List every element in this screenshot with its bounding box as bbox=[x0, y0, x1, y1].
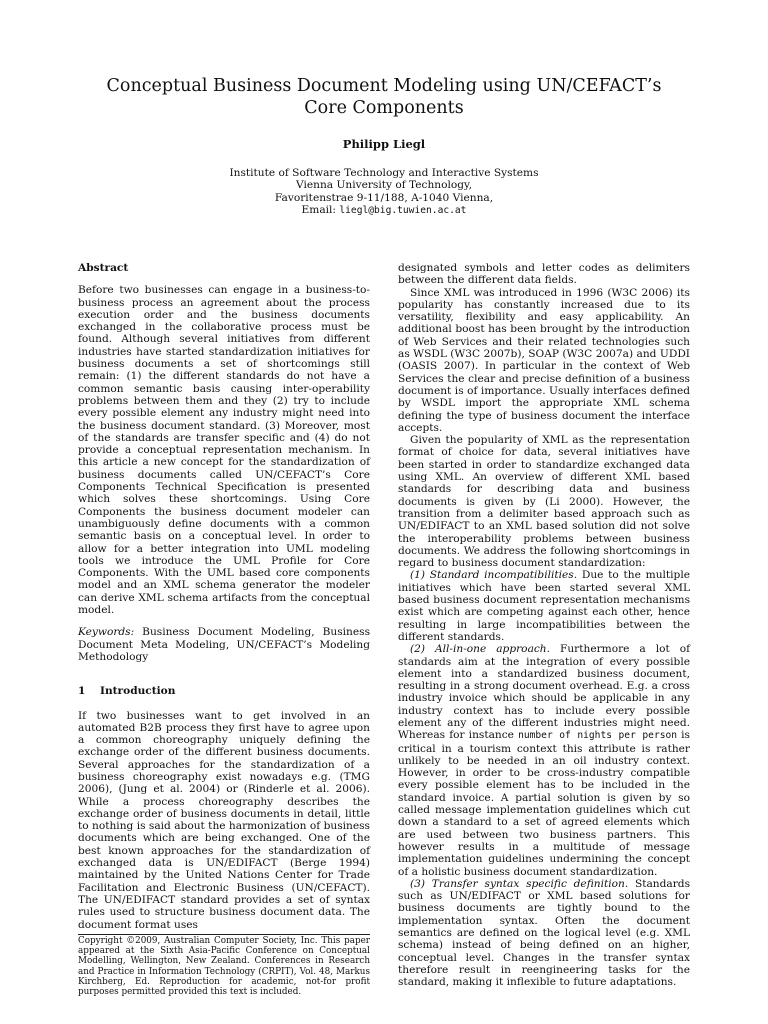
title-line-1: Conceptual Business Document Modeling using UN/CEFACT’s bbox=[106, 76, 662, 96]
section-title: Introduction bbox=[100, 685, 176, 698]
paper-title bbox=[76, 75, 692, 119]
shortcoming-2-label: (2) All-in-one approach. bbox=[410, 643, 551, 656]
section-heading-introduction bbox=[78, 685, 370, 697]
left-column bbox=[78, 262, 370, 931]
shortcoming-3-label: (3) Transfer syntax specific definition. bbox=[410, 877, 629, 890]
abstract-heading: Abstract bbox=[78, 262, 129, 274]
title-line-2: Core Components bbox=[304, 98, 464, 118]
email-line bbox=[176, 204, 592, 217]
copyright-footnote: Copyright ©2009, Australian Computer Society, Inc. This paper appeared at the Sixth Asia-Pacific Conference on Conceptual Modelling, Wellington, New Zealand. Conferences in Research and Practice in Information Technology (CRPIT), Vol. 48, Markus Kirchberg, Ed. Reproduction for academic, not-for profit purposes permitted provided this text is included. bbox=[78, 936, 370, 998]
affiliation-line-3: Favoritenstrae 9-11/188, A-1040 Vienna, bbox=[274, 191, 494, 204]
right-paragraph-3: Given the popularity of XML as the representation format of choice for data, several initiatives have been started in order to standardize exchanged data using XML. An overview of different XML based standards for describing data and business documents is given by (Li 2000). However, the transition from a delimiter based approach such as UN/EDIFACT to an XML based solution did not solve the interoperability problems between business documents. We address the following shortcomings in regard to business document standardization: bbox=[398, 434, 690, 570]
affiliation-block bbox=[176, 167, 592, 218]
shortcoming-1-text: Due to the multiple initiatives which have been started several XML based business document representation mechanisms exist which are competing against each other, hence resulting in large incompatibilities between the different standards. bbox=[398, 569, 690, 643]
right-paragraph-2: Since XML was introduced in 1996 (W3C 2006) its popularity has constantly increased due to its versatility, flexibility and easy applicability. An additional boost has been brought by the introduction of Web Services and their related technologies such as WSDL (W3C 2007b), SOAP (W3C 2007a) and UDDI (OASIS 2007). In particular in the context of Web Services the clear and precise definition of a business document is of importance. Usually interfaces defined by WSDL import the appropriate XML schema defining the type of business document the interface accepts. bbox=[398, 286, 690, 434]
abstract-body: Before two businesses can engage in a business-to-business process an agreement about the process execution order and the business documents exchanged in the collaborative process must be found. Although several initiatives from different industries have started standardization initiatives for business documents a set of shortcomings still remain: (1) the different standards do not have a common semantic basis causing inter-operability problems between them and they (2) try to include every possible element any industry might need into the business document standard. (3) Moreover, most of the standards are transfer specific and (4) do not provide a conceptual representation mechanism. In this article a new concept for the standardization of business documents called UN/CEFACT’s Core Components Technical Specification is presented which solves these shortcomings. Using Core Components the business document modeler can unambiguously define documents with a common semantic basis on a conceptual level. In order to allow for a better integration into UML modeling tools we introduce the UML Profile for Core Components. With the UML based core components model and an XML schema generator the modeler can derive XML schema artifacts from the conceptual model. bbox=[78, 284, 370, 617]
keywords-text: Business Document Modeling, Business Document Meta Modeling, UN/CEFACT’s Modeling Methodology bbox=[78, 626, 370, 663]
footnote-rule bbox=[78, 934, 370, 935]
shortcoming-2-text-a: Furthermore a lot of standards aim at the integration of every possible element into a standardized business document, resulting in a strong document overhead. E.g. a cross industry invoice which should be applicable in any industry context has to include every possible element any of the different industries might need. Whereas for instance bbox=[398, 643, 690, 742]
right-paragraph-1: designated symbols and letter codes as delimiters between the different data fields. bbox=[398, 262, 690, 287]
email-label: Email: bbox=[301, 204, 336, 217]
shortcoming-1-paragraph bbox=[398, 569, 690, 643]
right-column bbox=[398, 262, 690, 989]
section-number: 1 bbox=[78, 685, 86, 698]
intro-body: If two businesses want to get involved in an automated B2B process they first have to agree upon a common choreography uniquely defining the exchange order of the different business documents. Several approaches for the standardization of a business choreography exist nowadays e.g. (TMG 2006), (Jung et al. 2004) or (Rinderle et al. 2006). While a process choreography describes the exchange order of business documents in detail, little to nothing is said about the harmonization of business documents which are being exchanged. One of the best known approaches for the standardization of exchanged data is UN/EDIFACT (Berge 1994) maintained by the United Nations Center for Trade Facilitation and Electronic Business (UN/CEFACT). The UN/EDIFACT standard provides a set of syntax rules used to structure business document data. The document format uses bbox=[78, 709, 370, 931]
shortcoming-3-text: Standards such as UN/EDIFACT or XML based solutions for business documents are tightly bound to the implementation syntax. Often the document semantics are defined on the logical level (e.g. XML schema) instead of being defined on an higher, conceptual level. Changes in the transfer syntax therefore result in reengineering tasks for the standard, making it inflexible to future adaptations. bbox=[398, 877, 691, 989]
email-address: liegl@big.tuwien.ac.at bbox=[339, 205, 467, 217]
keywords-label: Keywords: bbox=[78, 626, 135, 639]
shortcoming-2-text-b: is critical in a tourism context this attribute is rather unlikely to be needed in an oil industry context. However, in order to be cross-industry compatible every possible element has to be included in the standard invoice. A partial solution is given by so called message implementation guidelines which cut down a standard to a set of agreed elements which are used between two business partners. This however results in a multitude of message implementation guidelines undermining the concept of a holistic business document standardization. bbox=[398, 729, 690, 878]
affiliation-line-1: Institute of Software Technology and Interactive Systems bbox=[229, 167, 539, 179]
author-name: Philipp Liegl bbox=[342, 137, 426, 151]
affiliation-line-2: Vienna University of Technology, bbox=[296, 179, 472, 192]
shortcoming-3-paragraph bbox=[398, 878, 690, 989]
inline-code: number of nights per person bbox=[518, 730, 678, 742]
keywords-paragraph bbox=[78, 626, 370, 663]
shortcoming-1-label: (1) Standard incompatibilities. bbox=[410, 569, 578, 582]
shortcoming-2-paragraph bbox=[398, 643, 690, 878]
